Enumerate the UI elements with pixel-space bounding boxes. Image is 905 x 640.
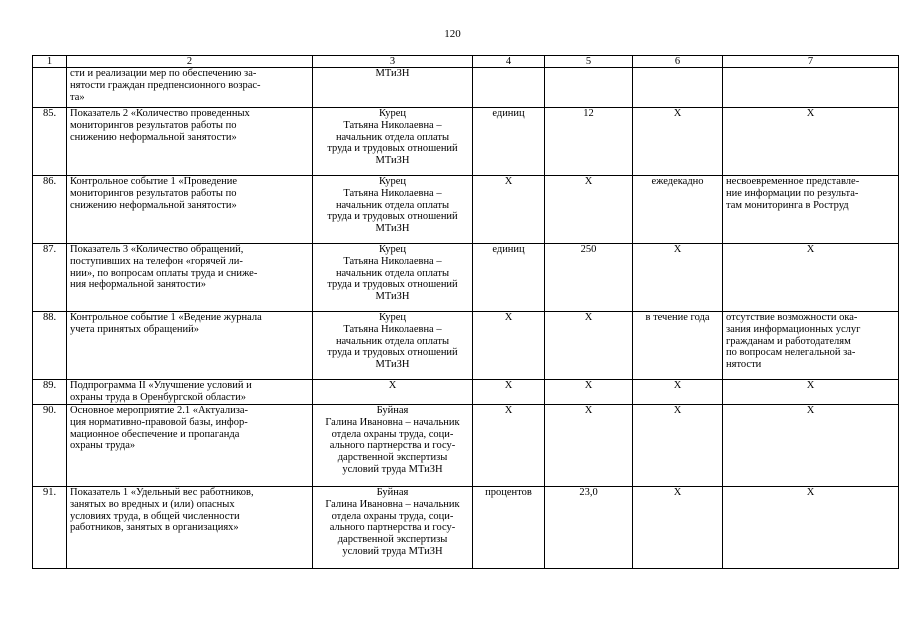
row-risk: несвоевременное представле- ние информации по результа- там мониторинга в Роструд <box>723 176 899 244</box>
row-unit <box>473 68 545 108</box>
row-number: 87. <box>33 244 67 312</box>
indicators-table <box>32 55 899 569</box>
column-number: 2 <box>67 56 313 68</box>
table-row <box>33 380 899 405</box>
row-responsible: Курец Татьяна Николаевна – начальник отдела оплаты труда и трудовых отношений МТиЗН <box>313 312 473 380</box>
row-name: Основное мероприятие 2.1 «Актуализа- ция нормативно-правовой базы, инфор- мационное обеспечение и пропаганда охраны труда» <box>67 405 313 487</box>
row-number: 89. <box>33 380 67 405</box>
row-value: Х <box>545 380 633 405</box>
row-responsible: Курец Татьяна Николаевна – начальник отдела оплаты труда и трудовых отношений МТиЗН <box>313 108 473 176</box>
row-name: Показатель 2 «Количество проведенных мониторингов результатов работы по снижению неформальной занятости» <box>67 108 313 176</box>
row-unit: Х <box>473 176 545 244</box>
row-risk: отсутствие возможности ока- зания информационных услуг гражданам и работодателям по вопросам нелегальной за- нятости <box>723 312 899 380</box>
column-number-row <box>33 56 899 68</box>
row-risk <box>723 68 899 108</box>
table-row <box>33 68 899 108</box>
row-number: 88. <box>33 312 67 380</box>
table-row <box>33 108 899 176</box>
row-name: Контрольное событие 1 «Проведение мониторингов результатов работы по снижению неформальной занятости» <box>67 176 313 244</box>
column-number: 4 <box>473 56 545 68</box>
column-number: 6 <box>633 56 723 68</box>
row-unit: Х <box>473 312 545 380</box>
row-value: Х <box>545 405 633 487</box>
row-period <box>633 68 723 108</box>
row-unit: процентов <box>473 487 545 569</box>
page-number: 120 <box>444 28 461 40</box>
row-value: Х <box>545 176 633 244</box>
row-value <box>545 68 633 108</box>
table-row <box>33 312 899 380</box>
row-responsible: МТиЗН <box>313 68 473 108</box>
row-value: 23,0 <box>545 487 633 569</box>
row-period: Х <box>633 244 723 312</box>
row-name: Показатель 3 «Количество обращений, поступивших на телефон «горячей ли- нии», по вопросам оплаты труда и сниже- ния неформальной занятости» <box>67 244 313 312</box>
row-responsible: Буйная Галина Ивановна – начальник отдела охраны труда, соци- ального партнерства и госу- дарственной экспертизы условий труда МТиЗН <box>313 405 473 487</box>
row-number: 85. <box>33 108 67 176</box>
row-period: ежедекадно <box>633 176 723 244</box>
row-period: Х <box>633 487 723 569</box>
column-number: 7 <box>723 56 899 68</box>
row-responsible: Х <box>313 380 473 405</box>
column-number: 3 <box>313 56 473 68</box>
row-risk: Х <box>723 108 899 176</box>
table-row <box>33 405 899 487</box>
column-number: 5 <box>545 56 633 68</box>
row-period: Х <box>633 108 723 176</box>
row-period: Х <box>633 380 723 405</box>
row-unit: Х <box>473 405 545 487</box>
row-period: Х <box>633 405 723 487</box>
row-risk: Х <box>723 405 899 487</box>
row-number: 90. <box>33 405 67 487</box>
table-row <box>33 244 899 312</box>
row-name: Подпрограмма II «Улучшение условий и охраны труда в Оренбургской области» <box>67 380 313 405</box>
row-risk: Х <box>723 487 899 569</box>
row-responsible: Буйная Галина Ивановна – начальник отдела охраны труда, соци- ального партнерства и госу- дарственной экспертизы условий труда МТиЗН <box>313 487 473 569</box>
row-number: 91. <box>33 487 67 569</box>
row-name: сти и реализации мер по обеспечению за- нятости граждан предпенсионного возрас- та» <box>67 68 313 108</box>
row-value: 12 <box>545 108 633 176</box>
row-responsible: Курец Татьяна Николаевна – начальник отдела оплаты труда и трудовых отношений МТиЗН <box>313 176 473 244</box>
table-row <box>33 176 899 244</box>
row-period: в течение года <box>633 312 723 380</box>
row-value: Х <box>545 312 633 380</box>
row-unit: единиц <box>473 108 545 176</box>
row-unit: единиц <box>473 244 545 312</box>
row-responsible: Курец Татьяна Николаевна – начальник отдела оплаты труда и трудовых отношений МТиЗН <box>313 244 473 312</box>
row-number <box>33 68 67 108</box>
row-risk: Х <box>723 244 899 312</box>
row-value: 250 <box>545 244 633 312</box>
column-number: 1 <box>33 56 67 68</box>
row-number: 86. <box>33 176 67 244</box>
row-unit: Х <box>473 380 545 405</box>
row-name: Показатель 1 «Удельный вес работников, занятых во вредных и (или) опасных условиях труда, в общей численности работников, занятых в организациях» <box>67 487 313 569</box>
row-name: Контрольное событие 1 «Ведение журнала учета принятых обращений» <box>67 312 313 380</box>
table-row <box>33 487 899 569</box>
row-risk: Х <box>723 380 899 405</box>
